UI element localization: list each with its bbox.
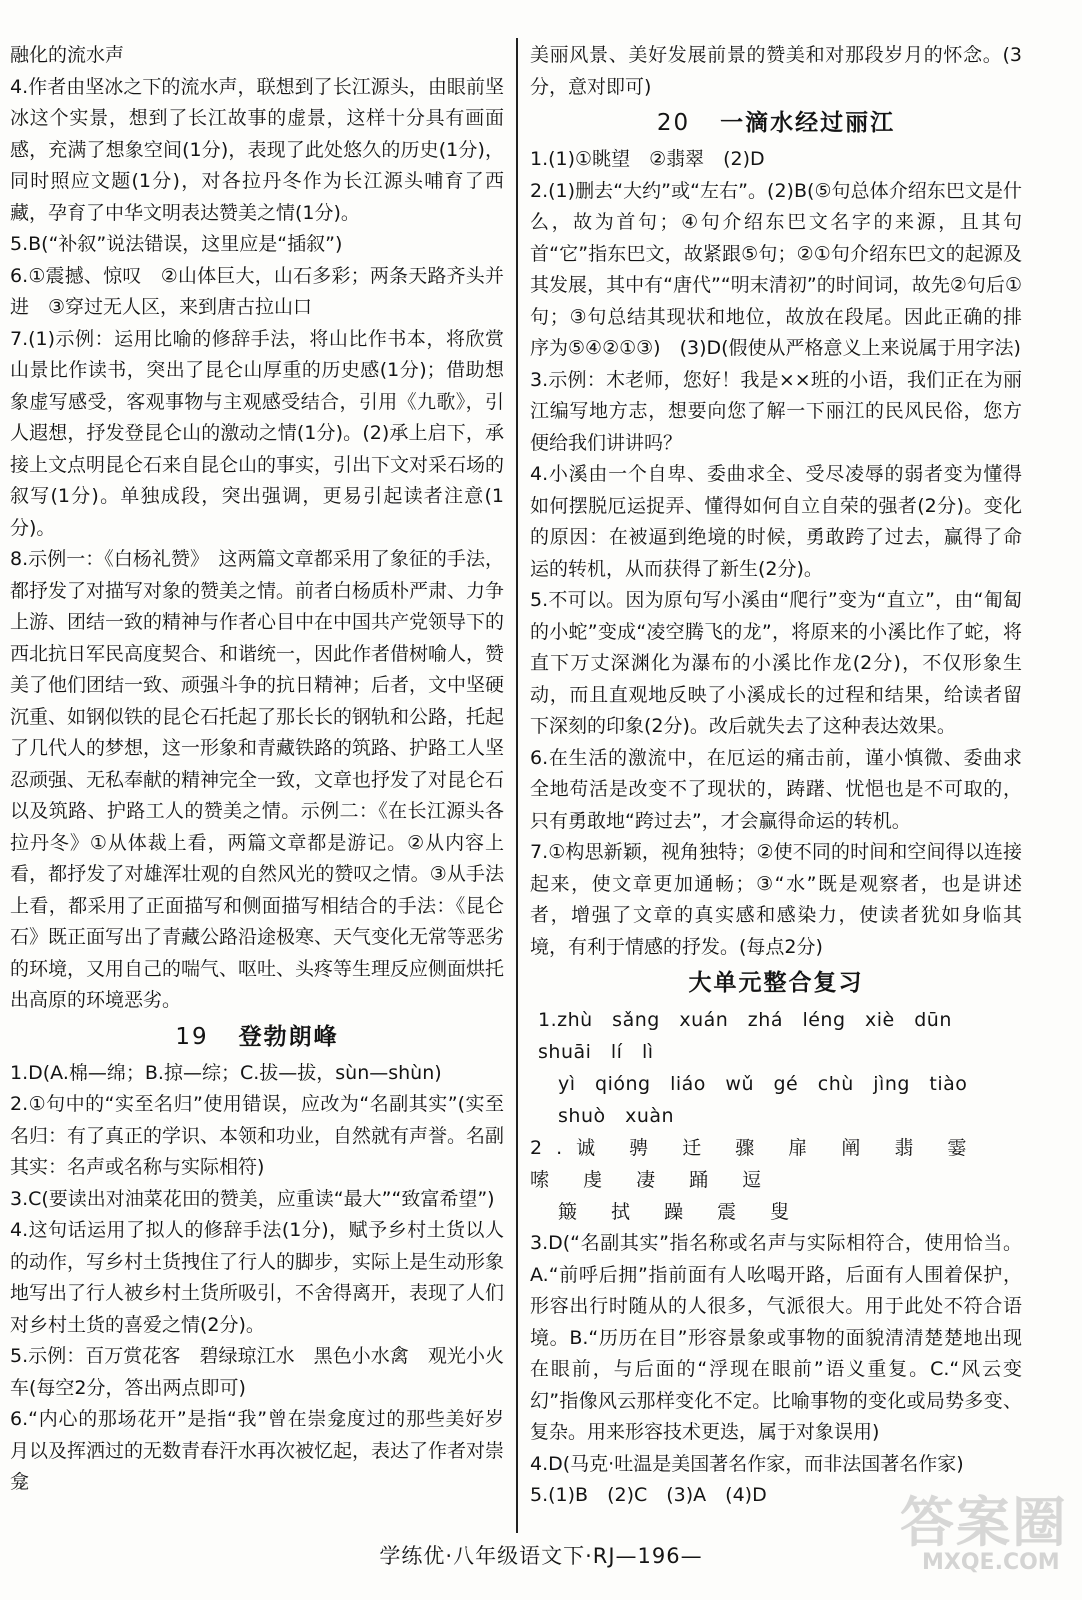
section-heading-review: 大单元整合复习 [688, 970, 864, 996]
answer-1: 1.(1)①眺望 ②翡翠 (2)D [530, 148, 765, 170]
page-footer: 学练优·八年级语文下·RJ—196— [379, 1544, 703, 1568]
text-paragraph: 美丽风景、美好发展前景的赞美和对那段岁月的怀念。(3分，意对即可) [530, 44, 1022, 98]
section-heading-19 [10, 1021, 504, 1053]
answer-6: 6.①震撼、惊叹 ②山体巨大，山石多彩；两条天路齐头并进 ③穿过无人区，来到唐古拉山口 [10, 264, 504, 318]
text-paragraph: 融化的流水声 [10, 44, 125, 66]
answer-1: 1.D(A.棉—绵；B.掠—综；C.拔—拔，sùn—shùn) [10, 1061, 442, 1084]
answer-6: 6.在生活的激流中，在厄运的痛击前，谨小慎微、委曲求全地苟活是改变不了现状的，踌躇、忧悒也是不可取的，只有勇敢地“跨过去”，才会赢得命运的转机。 [530, 746, 1022, 832]
answer-2: 2.(1)删去“大约”或“左右”。(2)B(⑤句总体介绍东巴文是什么，故为首句；④句介绍东巴文名字的来源，且其句首“它”指东巴文，故紧跟⑤句；②①句介绍东巴文的起源及其发展，其中有“唐代”“明末清初”的时间词，故先②句后①句；③句总结其现状和地位，故放在段尾。因此正确的排序为⑤④②①③) (3)D(假使从严格意义上来说属于用字法) [530, 179, 1022, 359]
characters-line: 2.诚 骋 迁 骤 扉 阐 翡 霎 嗦 虔 凄 踊 逗 [530, 1137, 981, 1191]
answer-3: 3.C(要读出对油菜花田的赞美，应重读“最大”“致富希望”) [10, 1187, 495, 1210]
section-number: 19 [175, 1023, 209, 1050]
answer-7: 7.(1)示例：运用比喻的修辞手法，将山比作书本，将欣赏山景比作读书，突出了昆仑山厚重的历史感(1分)；借助想象虚写感受，客观事物与主观感受结合，引用《九歌》，引人遐想，抒发登昆仑山的激动之情(1分)。(2)承上启下，承接上文点明昆仑石来自昆仑山的事实，引出下文对采石场的叙写(1分)。单独成段，突出强调，更易引起读者注意(1分)。 [10, 327, 505, 539]
watermark-url: MXQE.COM [922, 1550, 1060, 1575]
answer-3: 3.D(“名副其实”指名称或名声与实际相符合，使用恰当。A.“前呼后拥”指前面有人吆喝开路，后面有人围着保护，形容出行时随从的人很多，气派很大。用于此处不符合语境。B.“历历在目”形容景象或事物的面貌清清楚楚地出现在眼前，与后面的“浮现在眼前”语义重复。C.“风云变幻”指像风云那样变化不定。比喻事物的变化或局势多变、复杂。用来形容技术更迭，属于对象误用) [530, 1232, 1022, 1443]
answer-6: 6.“内心的那场花开”是指“我”曾在崇龛度过的那些美好岁月以及挥洒过的无数青春汗水再次被忆起，表达了作者对崇龛 [10, 1408, 505, 1493]
pinyin-line: yì qióng liáo wǔ gé chù jìng tiào shuò xuàn [558, 1073, 987, 1127]
pinyin-line: 1.zhù sǎng xuán zhá léng xiè dūn shuāi lí lì [538, 1009, 972, 1063]
watermark-logo [900, 1480, 1070, 1590]
answer-8: 8.示例一：《白杨礼赞》 这两篇文章都采用了象征的手法，都抒发了对描写对象的赞美之情。前者白杨质朴严肃、力争上游、团结一致的精神与作者心目中在中国共产党领导下的西北抗日军民高度契合、和谐统一，因此作者借树喻人，赞美了他们团结一致、顽强斗争的抗日精神；后者，文中坚硬沉重、如钢似铁的昆仑石托起了那长长的钢轨和公路，托起了几代人的梦想，这一形象和青藏铁路的筑路、护路工人坚忍顽强、无私奉献的精神完全一致，文章也抒发了对昆仑石以及筑路、护路工人的赞美之情。示例二：《在长江源头各拉丹冬》①从体裁上看，两篇文章都是游记。②从内容上看，都抒发了对雄浑壮观的自然风光的赞叹之情。③从手法上看，都采用了正面描写和侧面描写相结合的手法：《昆仑石》既正面写出了青藏公路沿途极寒、天气变化无常等恶劣的环境，又用自己的喘气、呕吐、头疼等生理反应侧面烘托出高原的环境恶劣。 [10, 548, 505, 1011]
section-number: 20 [656, 110, 691, 136]
section-title: 登勃朗峰 [238, 1023, 339, 1050]
answer-3: 3.示例：木老师，您好！我是××班的小语，我们正在为丽江编写地方志，想要向您了解一下丽江的民风民俗，您方便给我们讲讲吗？ [530, 368, 1022, 454]
answer-5: 5.示例：百万赏花客 碧绿琼江水 黑色小水禽 观光小火车(每空2分，答出两点即可) [10, 1345, 504, 1399]
watermark-text: 答案圈 [900, 1491, 1068, 1554]
answer-4: 4.D(马克·吐温是美国著名作家，而非法国著名作家) [530, 1452, 964, 1475]
section-heading-20 [530, 107, 1022, 139]
answer-5: 5.B(“补叙”说法错误，这里应是“插叙”) [10, 233, 343, 255]
answer-4: 4.小溪由一个自卑、委曲求全、受尽凌辱的弱者变为懂得如何摆脱厄运捉弄、懂得如何自立自荣的强者(2分)。变化的原因：在被逼到绝境的时候，勇敢跨了过去，赢得了命运的转机，从而获得了新生(2分)。 [530, 463, 1022, 580]
answer-5: 5.(1)B (2)C (3)A (4)D [530, 1484, 767, 1506]
left-column [10, 40, 504, 1499]
column-divider [516, 38, 518, 1533]
answer-4: 4.作者由坚冰之下的流水声，联想到了长江源头，由眼前坚冰这个实景，想到了长江故事的虚景，这样十分具有画面感，充满了想象空间(1分)，表现了此处悠久的历史(1分)，同时照应文题(1分)，对各拉丹冬作为长江源头哺育了西藏，孕育了中华文明表达赞美之情(1分)。 [10, 75, 504, 224]
answer-4: 4.这句话运用了拟人的修辞手法(1分)，赋予乡村土货以人的动作，写乡村土货拽住了行人的脚步，实际上是生动形象地写出了行人被乡村土货所吸引，不舍得离开，表现了人们对乡村土货的喜爱之情(2分)。 [10, 1219, 505, 1336]
right-column [530, 40, 1022, 1512]
section-title: 一滴水经过丽江 [720, 110, 896, 136]
answer-2: 2.①句中的“实至名归”使用错误，应改为“名副其实”(实至名归：有了真正的学识、本领和功业，自然就有声誉。名副其实：名声或名称与实际相符) [10, 1093, 505, 1178]
answer-7: 7.①构思新颖，视角独特；②使不同的时间和空间得以连接起来，使文章更加通畅；③“水”既是观察者，也是讲述者，增强了文章的真实感和感染力，使读者犹如身临其境，有利于情感的抒发。(每点2分) [530, 841, 1022, 958]
answer-5: 5.不可以。因为原句写小溪由“爬行”变为“直立”，由“匍匐的小蛇”变成“凌空腾飞的龙”，将原来的小溪比作了蛇，将直下万丈深渊化为瀑布的小溪比作龙(2分)，不仅形象生动，而且直观地反映了小溪成长的过程和结果，给读者留下深刻的印象(2分)。改后就失去了这种表达效果。 [530, 589, 1022, 737]
characters-line: 簸 拭 躁 震 叟 [558, 1201, 804, 1223]
